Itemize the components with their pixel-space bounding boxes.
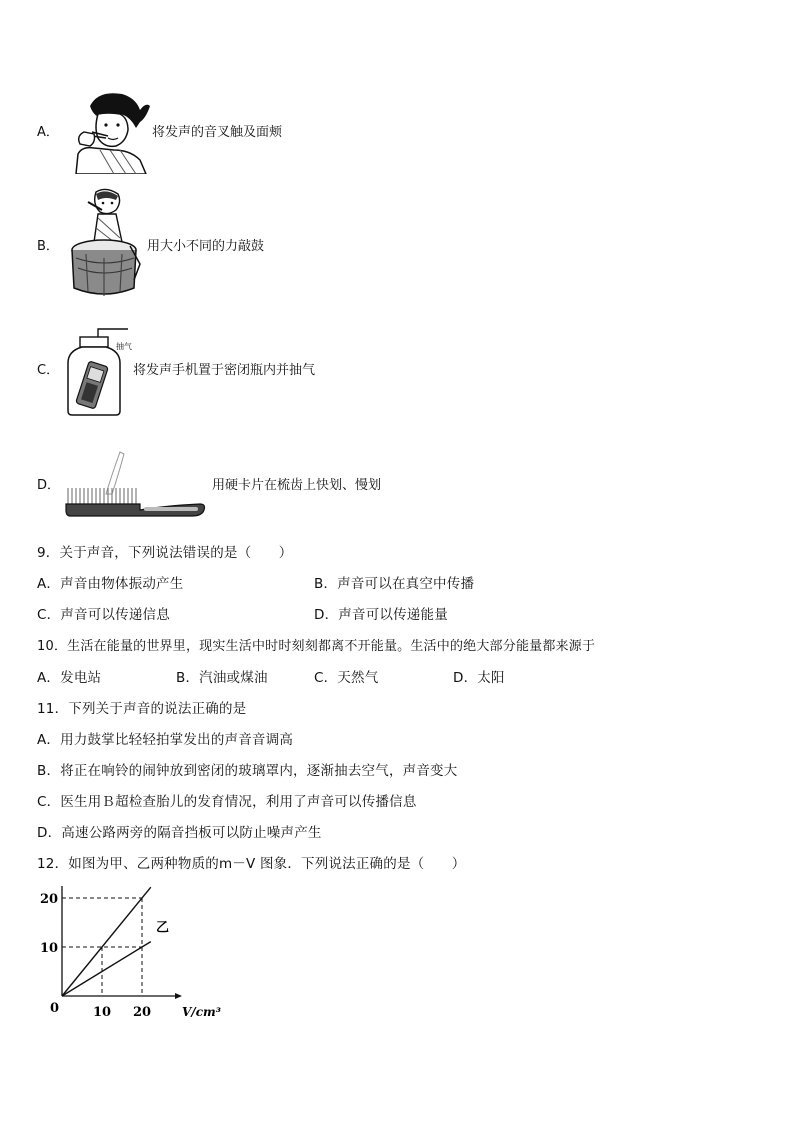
drum-boy-illustration [68,188,146,298]
option-d-letter: D． [37,478,61,493]
q11-option-c: C．医生用Ｂ超检查胎儿的发育情况，利用了声音可以传播信息 [37,794,417,810]
q9-option-c: C．声音可以传递信息 [37,607,170,623]
q9-option-b: B．声音可以在真空中传播 [314,576,475,592]
option-c-text: 将发声手机置于密闭瓶内并抽气 [133,363,316,378]
comb-card-illustration [62,448,208,520]
pump-air-label: 抽气 [116,342,132,351]
q11-option-a: A．用力鼓掌比轻轻拍掌发出的声音音调高 [37,732,294,748]
series-line-jia [62,887,151,996]
x-axis-arrow [175,993,182,999]
q11-stem: 11．下列关于声音的说法正确的是 [37,701,247,717]
q12-stem: 12．如图为甲、乙两种物质的m－V 图象．下列说法正确的是（ ） [37,856,466,872]
q10-option-b: B．汽油或煤油 [176,670,268,686]
q9-stem: 9．关于声音，下列说法错误的是（ ） [37,545,293,561]
q9-option-d: D．声音可以传递能量 [314,607,448,623]
option-c-letter: C． [37,363,60,378]
q10-option-c: C．天然气 [314,670,379,686]
x-tick-label-10: 10 [93,1005,112,1020]
x-tick-label-20: 20 [133,1005,152,1020]
option-b-text: 用大小不同的力敲鼓 [147,239,265,254]
option-b-letter: B． [37,239,59,254]
q10-option-d: D．太阳 [453,670,505,686]
q11-option-d: D．高速公路两旁的隔音挡板可以防止噪声产生 [37,825,322,841]
series-label-yi: 乙 [156,920,170,936]
tuning-fork-face-illustration [70,88,150,174]
m-v-graph [36,886,236,1026]
y-tick-label-10: 10 [40,941,59,956]
q11-option-b: B．将正在响铃的闹钟放到密闭的玻璃罩内，逐渐抽去空气，声音变大 [37,763,458,779]
q9-option-a: A．声音由物体振动产生 [37,576,184,592]
option-a-letter: A． [37,125,59,140]
option-a-text: 将发声的音叉触及面颊 [152,125,283,140]
sealed-bottle-phone-illustration [62,325,132,417]
x-axis-label: V/cm³ [182,1005,221,1019]
y-tick-label-20: 20 [40,892,59,907]
q10-option-a: A．发电站 [37,670,102,686]
origin-label: 0 [50,1001,60,1016]
option-d-text: 用硬卡片在梳齿上快划、慢划 [212,478,382,493]
series-line-yi [62,942,151,996]
q10-stem: 10．生活在能量的世界里，现实生活中时时刻刻都离不开能量。生活中的绝大部分能量都来源于 [37,639,596,654]
